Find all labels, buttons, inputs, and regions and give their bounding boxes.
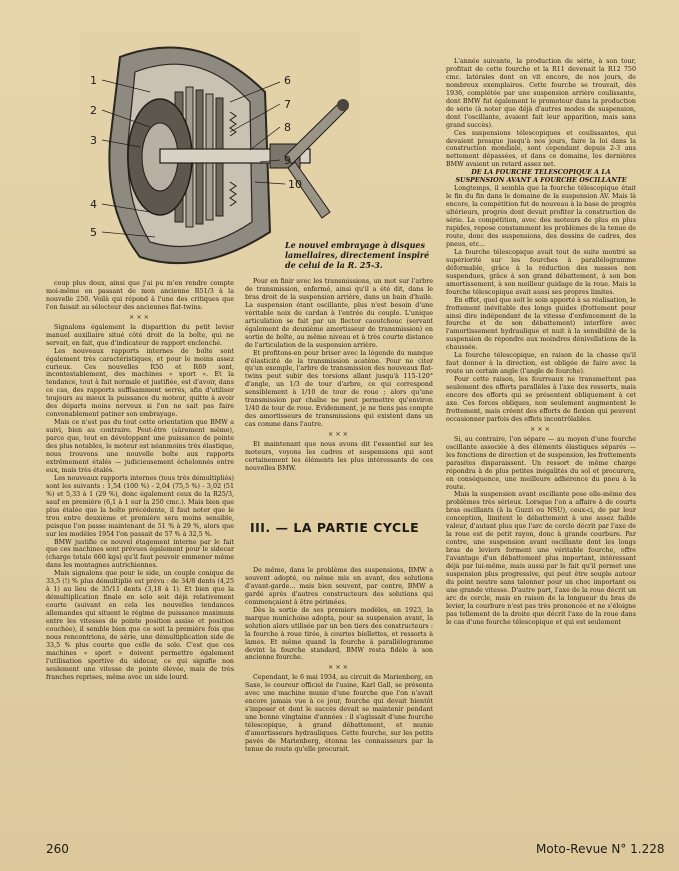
column-3 [446,58,636,627]
paragraph: Et profitons-en pour briser avec la légende du manque d'élasticité de la transmission acatène. Pour ne citer qu'un exemple, l'arbre de transmission des nouveaux flat-twins peut subir des torsions allant jusqu'à 115-120° d'angle, un 1/3 de tour d'arbre, ce qui correspond sensiblement à 1/10 de tour de roue ; alors qu'une transmission par chaîne ne peut permettre qu'environ 1/40 de tour de roue. Evidemment, je ne tiens pas compte des amortisseurs de transmissions qui existent dans un cas comme dans l'autre. [245,349,433,429]
paragraph: Pour en finir avec les transmissions, un mot sur l'arbre de transmission, enfermé, ainsi qu'il a été dit, dans le bras droit de la suspension arrière, dans un bain d'huile. La suspension étant oscillante, plus n'est besoin d'une véritable noix de cardan à l'entrée du couple. L'unique articulation se fait par un flector caoutchouc (servant également de deuxième amortisseur de transmission) en sortie de boîte, au même niveau et à très courte distance de l'articulation de la suspension arrière. [245,278,433,349]
paragraph: Et maintenant que nous avons dit l'essentiel sur les moteurs, voyons les cadres et suspensions qui sont certainement les éléments les plus intéressants de ces nouvelles BMW. [245,441,433,472]
paragraph: coup plus doux, ainsi que j'ai pu m'en rendre compte moi-même en passant de mon ancienne R51/3 à la nouvelle 250. Voilà qui répond à l'une des critiques que l'on faisait au sélecteur des anciennes flat-twins. [46,280,234,311]
paragraph: Les nouveaux rapports internes de boîte sont également très caractéristiques, et pour le moins assez curieux. Ces nouvelles R50 et R69 sont, incontestablement, des machines « sport ». Et la tendance, tout à fait normale et justifiée, est d'avoir, dans ce cas, des rapports suffisamment serrés, afin d'utiliser toujours au mieux la puissance du moteur, quitte à avoir des départs moins nerveux si l'on ne sait pas faire convenablement patiner son embrayage. [46,347,234,419]
paragraph: Longtemps, il sembla que la fourche télescopique était le fin du fin dans le domaine de la suspension AV. Mais là encore, la compétition fut de nouveau à la base de progrès ultérieurs, progrès dont devait profiter la construction de série. La compétition, avec des moteurs de plus en plus rapides, repose constamment les problèmes de la tenue de route, donc des suspensions, des dessins de cadres, des pneus, etc... [446,185,636,248]
column-1 [46,280,234,682]
separator: ××× [129,313,151,321]
separator: ××× [328,431,350,439]
section-title: III. — LA PARTIE CYCLE [250,520,420,535]
label-4: 4 [90,198,97,211]
separator: ××× [530,425,552,433]
magazine-issue: Moto-Revue N° 1.228 [536,842,665,856]
label-3: 3 [90,134,97,147]
subheading: DE LA FOURCHE TELESCOPIQUE A LA SUSPENSION AVANT A FOURCHE OSCILLANTE [455,169,627,185]
paragraph: Pour cette raison, les fourreaux ne transmettent pas seulement des efforts parallèles à l'axe des ressorts, mais encore des efforts qui se présentent obliquement à cet axe. Ces forces obliques, non seulement augmentent le frottement, mais créent des efforts de flexion qui peuvent occasionner parfois des effets incontrôlables. [446,376,636,423]
paragraph: Si, au contraire, l'on sépare — au moyen d'une fourche oscillante associée à des éléments élastiques séparés — les fonctions de direction et de suspension, les frottements parasites disparaissent. Un ressort de même charge répondra à de plus petites inégalités du sol et procurera, en conséquence, une meilleure adhérence du pneu à la route. [446,435,637,491]
paragraph: Les nouveaux rapports internes (tous très démultipliés) sont les suivants : 1,54 (100 %) - 2,04 (75,5 %) - 3,02 (51 %) et 5,33 à 1 (29 %), donc également ceux de la R25/3, sauf en première (6,1 à 1 sur la 250 cmc.). Mais bien que plus étalée que la boîte précédente, il faut noter que le trou entre deuxième et première sera moins sensible, puisque l'on passe maintenant de 51 % à 29 %, alors que sur les modèles 1954 l'on passait de 57 % à 32,5 %. [46,474,234,538]
paragraph: De même, dans le problème des suspensions, BMW a souvent adopté, ou même mis en avant, des solutions d'avant-garde... mais bien souvent, par contre, BMW a gardé après d'autres constructeurs des solutions qui commençaient à être périmées. [245,567,433,606]
label-8: 8 [284,121,291,134]
paragraph: L'année suivante, la production de série, à son tour, profitait de cette fourche et la R11 devenait la R12 750 cmc. latérales dont on vit encore, de nos jours, de nombreux exemplaires. Cette fourche se trouvait, dès 1936, complétée par une suspension arrière coulissante, dont BMW fut également le promoteur dans la production de série (à noter que déjà d'autres modes de suspension, dont l'oscillante, avaient fait leur apparition, mais sans grand succès). [446,58,636,129]
column-2 [245,278,433,473]
label-5: 5 [90,226,97,239]
separator: ××× [328,664,350,672]
paragraph: Dès la sortie de ses premiers modèles, en 1923, la marque munichoise adopta, pour sa suspension avant, la solution alors utilisée par un bon tiers des constructeurs : la fourche à roue tirée, à courtes biellettes, et ressorts à lames. Et même quand la fourche à parallélogramme devint la fourche standard, BMW resta fidèle à son ancienne fourche. [245,606,433,662]
paragraph: En effet, quel que soit le soin apporté à sa réalisation, le frottement inévitable des longs guides (frottement pour ainsi dire indépendant de la vitesse d'enfoncement de la fourche et de son débattement) interfère avec l'amortissement hydraulique et nuit à la sensibilité de la suspension de répondre aux moindres dénivellations de la chaussée. [446,296,636,352]
label-9: 9 [284,154,291,167]
column-2-lower [245,567,433,754]
paragraph: La fourche télescopique avait tout de suite montré sa supériorité sur les fourches à parallélogramme déformable, grâce à la réduction des masses non suspendues, grâce à son grand débattement, à son bon amortissement, à son meilleur guidage de la roue. Mais la fourche télescopique avait aussi ses propres limites. [446,248,636,296]
page-number: 260 [46,842,69,856]
paragraph: Cependant, le 6 mai 1934, au circuit de Marienberg, en Saxe, le coureur officiel de l'usine, Karl Gall, se présenta avec une machine munie d'une fourche que l'on n'avait encore jamais vue à ce jour, fourche qui devait bientôt s'imposer et dont le succès devait se maintenir pendant une bonne vingtaine d'années : il s'agissait d'une fourche télescopique, à grand débattement, et munie d'amortisseurs hydrauliques. Cette fourche, sur les petits pavés de Marienberg, étonna les connaisseurs par la tenue de route qu'elle procurait. [245,674,433,753]
paragraph: Mais ce n'est pas du tout cette orientation que BMW a suivi, bien au contraire. Peut-être (sûrement même), parce que, tout en développant une puissance de pointe des plus notables, le moteur est néanmoins très élastique, nous trouvons une nouvelle boîte aux rapports extrêmement étalés — judicieusement échelonnés entre eux, mais très étalés. [46,419,234,474]
paragraph: Ces suspensions télescopiques et coulissantes, qui devaient presque jusqu'à nos jours, faire la loi dans la construction mondiale, sont cependant depuis 2-3 ans nettement dépassées, et dans ce domaine, les dernières BMW avaient un retard assez net. [446,129,636,169]
label-7: 7 [284,98,291,111]
figure-caption: Le nouvel embrayage à disques lamellaires, directement inspiré de celui de la R. 25-3. [285,240,430,270]
label-10: 10 [288,178,302,191]
label-1: 1 [90,74,97,87]
label-6: 6 [284,74,291,87]
paragraph: Mais signalons que pour le side, un couple conique de 33,5 (!) % plus démultiplié est prévu : de 34/8 dents (4,25 à 1) au lieu de 35/11 dents (3,18 à 1). Et bien que la démultiplication finale en solo soit déjà relativement courte (suivant en cela les nouvelles tendances allemandes qui situent le régime de puissance maximum entre les vitesses de pointe position assise et position couchée), il semble bien que ce soit la première fois que nous rencontrions, de série, une démultiplication side de 33,5 % plus courte que celle de solo. C'est que ces machines « sport » doivent permettre également l'utilisation sportive du sidecar, ce qui signifie non seulement une vitesse de pointe élevée, mais de très franches reprises, même avec un side lourd. [46,570,234,681]
paragraph: Signalons également la disparition du petit levier manuel auxiliaire situé côté droit de la boîte, qui ne servait, en fait, que d'indicateur de rapport enclenché. [46,323,234,347]
paragraph: Mais la suspension avant oscillante pose elle-même des problèmes très sérieux. Lorsque l'on a affaire à de courts bras oscillants (à la Guzzi ou NSU), ceux-ci, de par leur conception, limitent le débattement à une assez faible valeur, d'autant plus que l'arc de cercle décrit par l'axe de la roue est de petit rayon, donc à grande courbure. Par contre, une suspension avant oscillante dont les longs bras de leviers forment une véritable fourche, offre l'avantage d'un débattement plus important, intéressant déjà par lui-même, mais aussi par le fait qu'il permet une suspension plus progressive, qui peut être souple autour du point neutre sans talonner pour un choc important ou une grande vitesse. D'autre part, l'axe de la roue décrit un arc de cercle, mais en raison de la longueur du bras de levier, la courbure n'est pas très prononcée et ne s'éloigne pas tellement de la droite que décrit l'axe de la roue dans le cas d'une fourche télescopique et qui est seulement [446,491,636,626]
paragraph: BMW justifie ce nouvel étagement interne par le fait que ces machines sont prévues également pour le sidecar (charge totale 660 kgs) qu'il faut pouvoir emmener même dans les montagnes autrichiennes. [46,538,234,570]
label-2: 2 [90,104,97,117]
paragraph: La fourche télescopique, en raison de la chasse qu'il faut donner à la direction, est obligée de faire avec la route un certain angle (l'angle de fourche). [446,352,636,376]
